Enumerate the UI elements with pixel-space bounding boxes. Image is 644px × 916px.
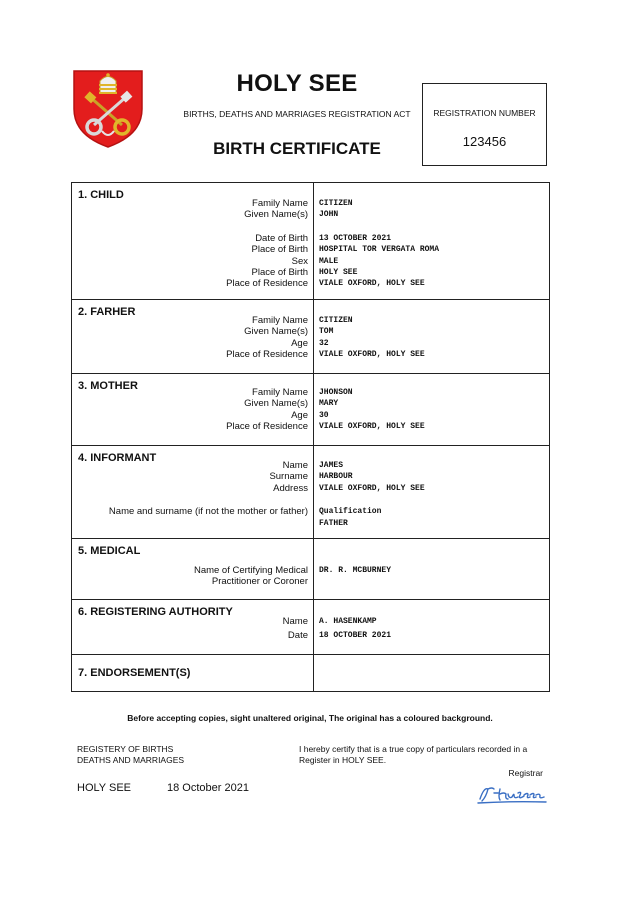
verification-note: Before accepting copies, sight unaltered original, The original has a coloured background. [127, 713, 493, 723]
registry-line: REGISTERY OF BIRTHS [77, 744, 174, 754]
field-label: Given Name(s) [244, 398, 308, 410]
field-value: TOM [319, 327, 334, 337]
field-value: JAMES [319, 461, 344, 470]
field-label: Address [273, 482, 308, 494]
section-registering-authority [72, 600, 550, 655]
document-title: HOLY SEE [236, 70, 358, 97]
section-title: 3. MOTHER [78, 380, 138, 392]
section-mother [72, 374, 550, 446]
certification-statement: I hereby certify that is a true copy of particulars recorded in a Register in HOLY SEE. [299, 744, 528, 765]
section-child [72, 183, 550, 300]
registration-number-label: REGISTRATION NUMBER [433, 108, 536, 118]
field-label: Place of Residence [226, 421, 308, 433]
field-label: Family Name [252, 387, 308, 398]
registry-line: DEATHS AND MARRIAGES [77, 755, 185, 765]
field-label: Place of Birth [251, 244, 308, 256]
field-label: Place of Residence [226, 349, 308, 361]
section-title: 6. REGISTERING AUTHORITY [78, 606, 233, 618]
section-informant [72, 446, 550, 539]
field-label: Family Name [252, 198, 308, 209]
field-label: Given Name(s) [244, 209, 308, 221]
field-value: HOSPITAL TOR VERGATA ROMA [319, 245, 440, 255]
field-value: MARY [319, 399, 339, 409]
registration-number-box [422, 83, 547, 166]
signature-graphic [476, 783, 550, 805]
section-title: 4. INFORMANT [78, 452, 157, 464]
issue-date: 18 October 2021 [167, 782, 249, 794]
field-value: 13 OCTOBER 2021 [319, 233, 392, 243]
issue-place: HOLY SEE [77, 782, 132, 794]
field-value: VIALE OXFORD, HOLY SEE [319, 422, 425, 432]
field-label: Name [282, 460, 308, 471]
section-father [72, 300, 550, 374]
field-label: Name [282, 616, 308, 627]
field-value: FATHER [319, 518, 348, 528]
field-label: Date [287, 630, 308, 641]
registration-number-value: 123456 [462, 134, 507, 149]
field-label: Age [291, 337, 308, 349]
certificate-table [71, 182, 550, 692]
field-value: Qualification [319, 507, 382, 517]
field-label: Sex [291, 255, 308, 267]
section-title: 1. CHILD [78, 189, 124, 201]
field-label: Date of Birth [255, 232, 308, 244]
section-title: 2. FARHER [78, 306, 136, 318]
section-title: 5. MEDICAL [78, 545, 141, 557]
section-title: 7. ENDORSEMENT(S) [78, 667, 191, 679]
field-value: VIALE OXFORD, HOLY SEE [319, 483, 425, 493]
field-value: CITIZEN [319, 316, 353, 325]
section-endorsements [72, 655, 550, 692]
field-value: 32 [319, 338, 329, 348]
field-value: DR. R. MCBURNEY [319, 566, 392, 575]
field-label: Name of Certifying Medical [193, 565, 308, 576]
field-value: JOHN [319, 210, 339, 220]
registry-name [77, 744, 184, 766]
field-label: Given Name(s) [244, 326, 308, 338]
field-value: JHONSON [319, 388, 353, 397]
registration-act: BIRTHS, DEATHS AND MARRIAGES REGISTRATION ACT [183, 109, 411, 119]
field-label: Practitioner or Coroner [211, 576, 308, 588]
field-value: MALE [319, 256, 339, 266]
field-label: Name and surname (if not the mother or father) [108, 506, 308, 518]
section-medical [72, 539, 550, 600]
field-value: 18 OCTOBER 2021 [319, 631, 392, 640]
field-label: Age [291, 409, 308, 421]
registrar-signature [476, 783, 550, 810]
coat-of-arms-emblem [72, 67, 144, 149]
field-label: Family Name [252, 315, 308, 326]
field-value: A. HASENKAMP [319, 617, 377, 626]
field-value: CITIZEN [319, 199, 353, 208]
field-value: 30 [319, 410, 329, 420]
certificate-name: BIRTH CERTIFICATE [213, 139, 381, 158]
field-value: VIALE OXFORD, HOLY SEE [319, 350, 425, 360]
field-label: Place of Residence [226, 278, 308, 290]
registrar-label: Registrar [508, 768, 543, 778]
field-label: Surname [269, 471, 308, 483]
field-label: Place of Birth [251, 267, 308, 279]
field-value: VIALE OXFORD, HOLY SEE [319, 279, 425, 289]
field-value: HARBOUR [319, 472, 353, 482]
field-value: HOLY SEE [319, 268, 358, 278]
